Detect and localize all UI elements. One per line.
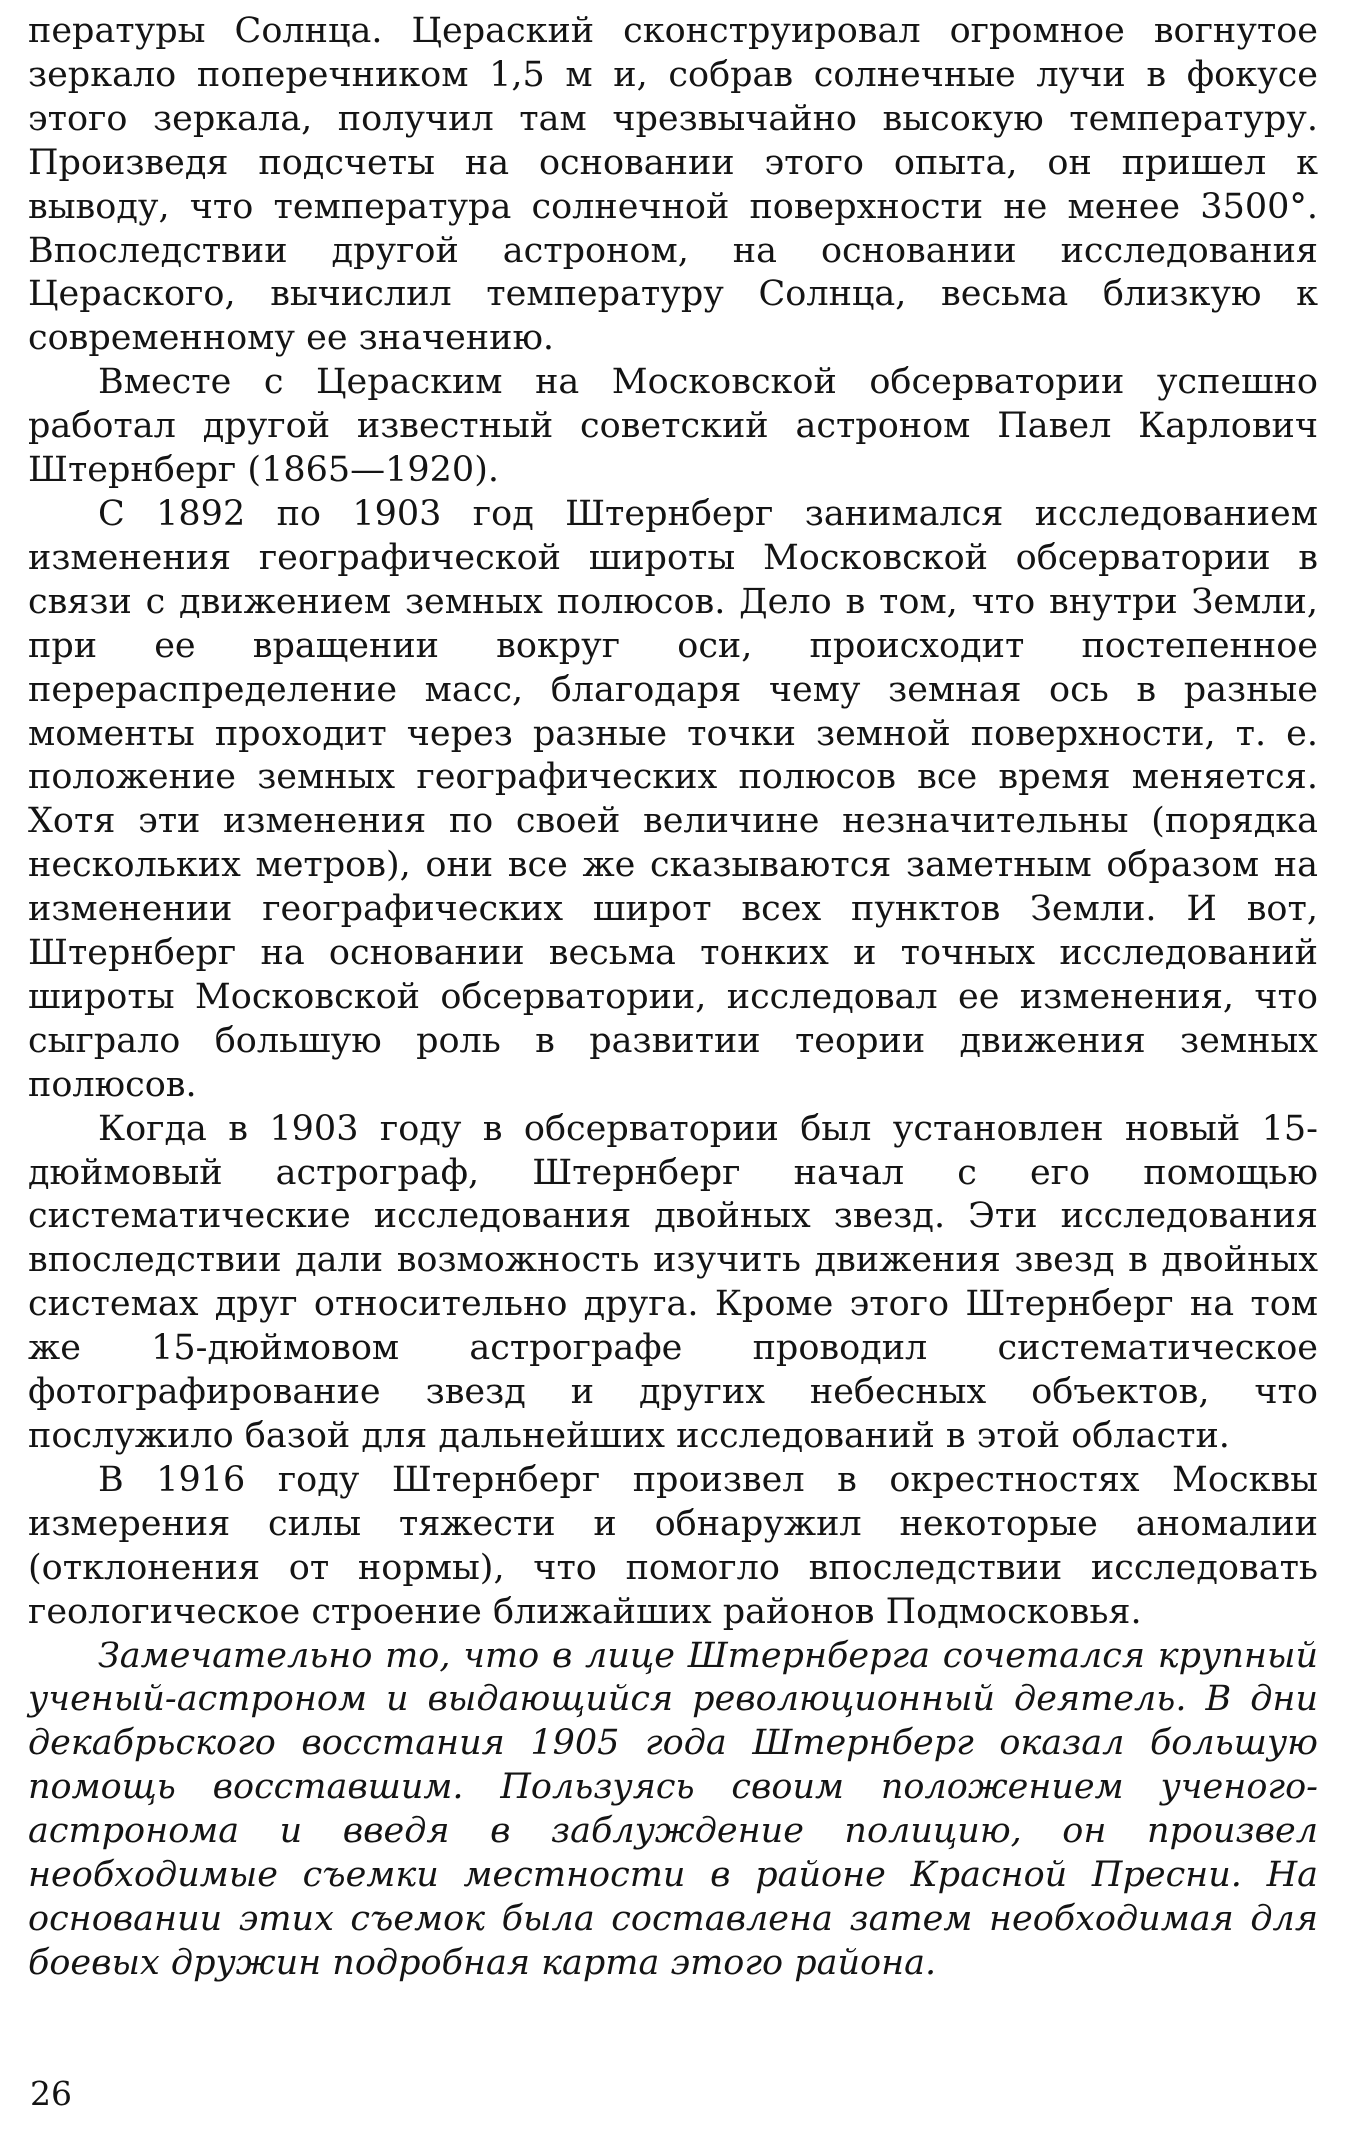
- paragraph-4: Когда в 1903 году в обсерватории был установлен новый 15-дюймовый астрограф, Штернберг начал с его помощью систематические исследования двойных звезд. Эти исследования впоследствии дали возможность изучить движения звезд в двойных системах друг относительно друга. Кроме этого Штернберг на том же 15-дюймовом астрографе проводил систематическое фотографирование звезд и других небесных объектов, что послужило базой для дальнейших исследований в этой области.: [28, 1108, 1318, 1456]
- page-body: [28, 10, 1318, 1986]
- paragraph-3: С 1892 по 1903 год Штернберг занимался исследованием изменения географической широты Московской обсерватории в связи с движением земных полюсов. Дело в том, что внутри Земли, при ее вращении вокруг оси, происходит постепенное перераспределение масс, благодаря чему земная ось в разные моменты проходит через разные точки земной поверхности, т. е. положение земных географических полюсов все время меняется. Хотя эти изменения по своей величине незначительны (порядка нескольких метров), они все же сказываются заметным образом на изменении географических широт всех пунктов Земли. И вот, Штернберг на основании весьма тонких и точных исследований широты Московской обсерватории, исследовал ее изменения, что сыграло большую роль в развитии теории движения земных полюсов.: [28, 493, 1318, 1105]
- paragraph-1: пературы Солнца. Цераский сконструировал огромное вогнутое зеркало поперечником 1,5 м и, собрав солнечные лучи в фокусе этого зеркала, получил там чрезвычайно высокую температуру. Произведя подсчеты на основании этого опыта, он пришел к выводу, что температура солнечной поверхности не менее 3500°. Впоследствии другой астроном, на основании исследования Цераского, вычислил температуру Солнца, весьма близкую к современному ее значению.: [28, 11, 1318, 359]
- paragraph-2: Вместе с Цераским на Московской обсерватории успешно работал другой известный советский астроном Павел Карлович Штернберг (1865—1920).: [28, 362, 1318, 491]
- page-number: 26: [30, 2074, 72, 2113]
- paragraph-5: В 1916 году Штернберг произвел в окрестностях Москвы измерения силы тяжести и обнаружил некоторые аномалии (отклонения от нормы), что помогло впоследствии исследовать геологическое строение ближайших районов Подмосковья.: [28, 1459, 1318, 1632]
- paragraph-6: Замечательно то, что в лице Штернберга сочетался крупный ученый-астроном и выдающийся революционный деятель. В дни декабрьского восстания 1905 года Штернберг оказал большую помощь восставшим. Пользуясь своим положением ученого-астронома и введя в заблуждение полицию, он произвел необходимые съемки местности в районе Красной Пресни. На основании этих съемок была составлена затем необходимая для боевых дружин подробная карта этого района.: [28, 1635, 1318, 1983]
